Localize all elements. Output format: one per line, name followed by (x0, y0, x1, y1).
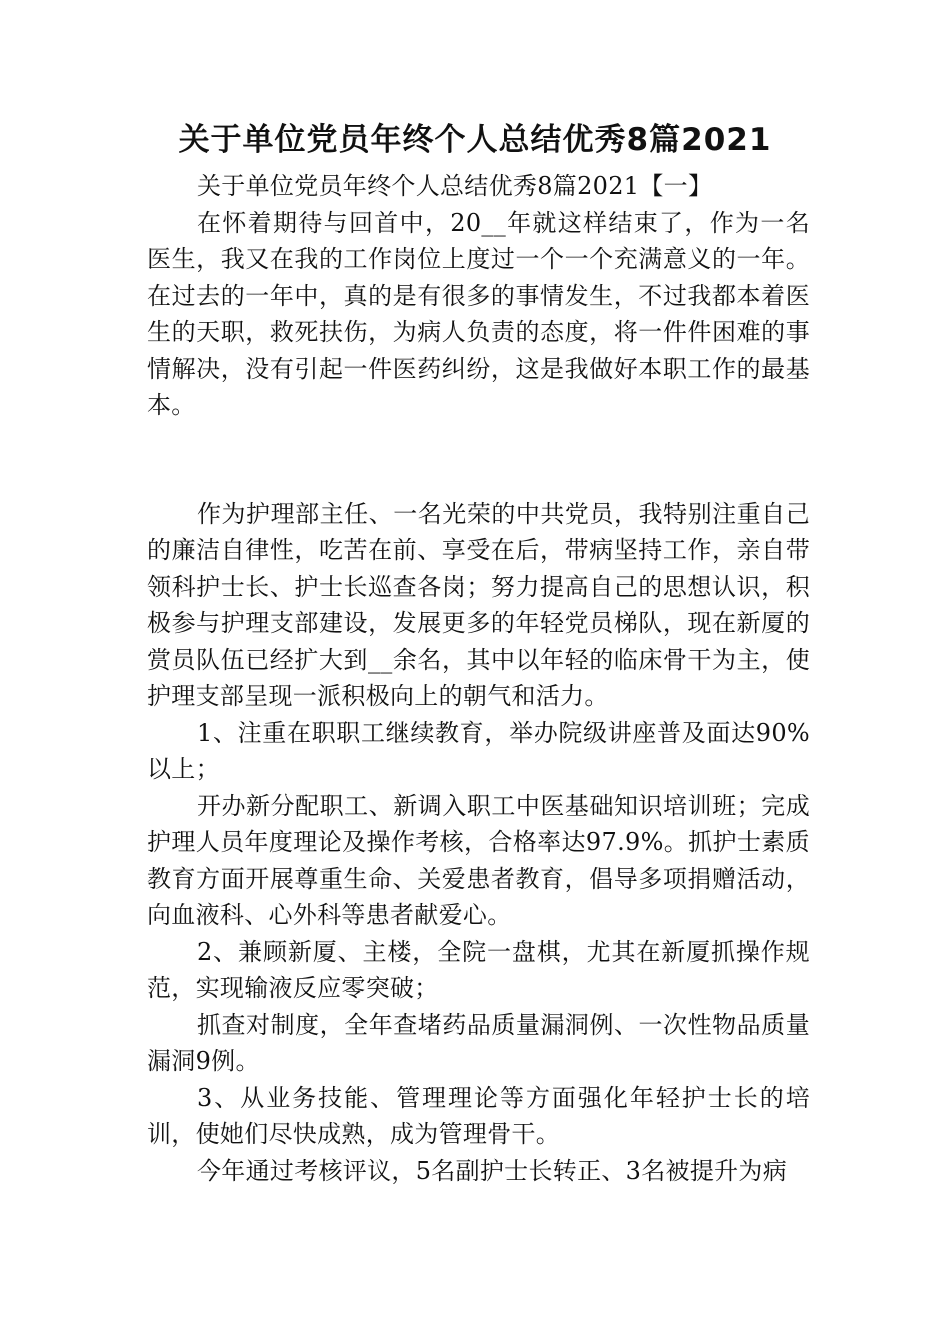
list-item-2: 2、兼顾新厦、主楼，全院一盘棋，尤其在新厦抓操作规范，实现输液反应零突破； (147, 937, 810, 1002)
list-item-3: 3、从业务技能、管理理论等方面强化年轻护士长的培训，使她们尽快成熟，成为管理骨干。 (147, 1083, 810, 1148)
paragraph-spacer (147, 424, 810, 496)
paragraph: 作为护理部主任、一名光荣的中共党员，我特别注重自己的廉洁自律性，吃苦在前、享受在后，带病坚持工作，亲自带领科护士长、护士长巡查各岗；努力提高自己的思想认识，积极参与护理支部建设，发展更多的年轻党员梯队，现在新厦的赏员队伍已经扩大到__余名，其中以年轻的临床骨干为主，使护理支部呈现一派积极向上的朝气和活力。 (147, 499, 810, 710)
section-heading: 关于单位党员年终个人总结优秀8篇2021【一】 (197, 172, 713, 200)
paragraph: 开办新分配职工、新调入职工中医基础知识培训班；完成护理人员年度理论及操作考核，合格率达97.9%。抓护士素质教育方面开展尊重生命、关爱患者教育，倡导多项捐赠活动，向血液科、心外科等患者献爱心。 (147, 791, 810, 929)
paragraph: 抓查对制度，全年查堵药品质量漏洞例、一次性物品质量漏洞9例。 (147, 1010, 810, 1075)
list-item-1: 1、注重在职职工继续教育，举办院级讲座普及面达90%以上； (147, 718, 810, 783)
document-body (147, 168, 810, 1189)
paragraph: 今年通过考核评议，5名副护士长转正、3名被提升为病 (197, 1156, 788, 1185)
document-title: 关于单位党员年终个人总结优秀8篇2021 (178, 122, 772, 158)
paragraph: 在怀着期待与回首中，20__年就这样结束了，作为一名医生，我又在我的工作岗位上度过一个一个充满意义的一年。在过去的一年中，真的是有很多的事情发生，不过我都本着医生的天职，救死扶伤，为病人负责的态度，将一件件困难的事情解决，没有引起一件医药纠纷，这是我做好本职工作的最基本。 (147, 208, 810, 419)
